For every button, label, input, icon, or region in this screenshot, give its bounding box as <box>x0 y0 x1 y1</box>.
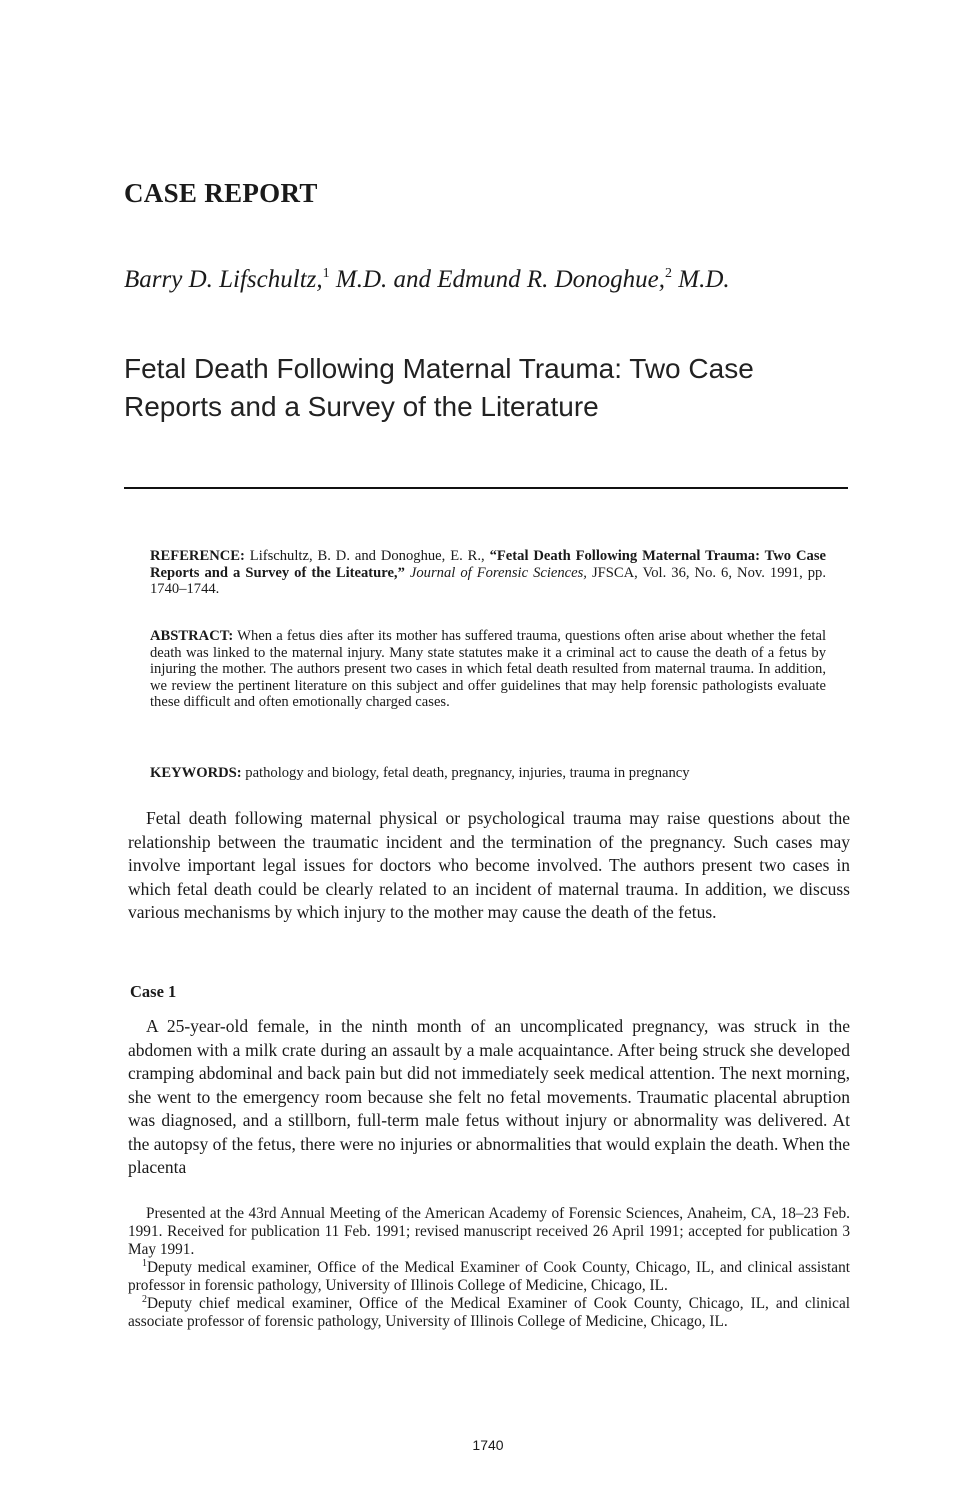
page-number: 1740 <box>472 1437 504 1453</box>
footnotes <box>128 1205 850 1331</box>
author-line <box>124 266 730 294</box>
footnote-2 <box>128 1295 850 1331</box>
keywords-block <box>150 765 826 782</box>
author-2-degree: M.D. <box>672 266 730 293</box>
author-1-degree-and-author-2: M.D. and Edmund R. Donoghue, <box>329 266 666 293</box>
reference-citation: JFSCA, Vol. 36, No. 6, Nov. 1991, pp. 1740–1744. <box>150 564 827 597</box>
case-1-heading: Case 1 <box>130 982 177 1001</box>
reference-block <box>150 548 826 598</box>
title-divider <box>124 487 848 489</box>
keywords-label: KEYWORDS: <box>150 765 242 781</box>
author-1-footnote-mark: 1 <box>322 266 330 281</box>
intro-paragraph: Fetal death following maternal physical or psychological trauma may raise questions about the relationship between the traumatic incident and the termination of the pregnancy. Such cases may involve important legal issues for doctors who become involved. The authors present two cases in which fetal death could be clearly related to an incident of maternal trauma. In addition, we discuss various mechanisms by which injury to the mother may cause the death of the fetus. <box>128 808 850 922</box>
abstract-block <box>150 628 826 711</box>
reference-article-title: “Fetal Death Following Maternal Trauma: Two Case Reports and a Survey of the Liteature,” <box>150 548 826 581</box>
article-title: Fetal Death Following Maternal Trauma: Two Case Reports and a Survey of the Literature <box>124 353 754 422</box>
footnote-2-mark: 2 <box>142 1294 147 1305</box>
author-2-footnote-mark: 2 <box>665 266 673 281</box>
case-1-paragraph: A 25-year-old female, in the ninth month of an uncomplicated pregnancy, was struck in the abdomen with a milk crate during an assault by a male acquaintance. After being struck she developed cramping abdominal and back pain but did not immediately seek medical attention. The next morning, she went to the emergency room because she felt no fetal movements. Traumatic placental abruption was diagnosed, and a stillborn, full-term male fetus without injury or abnormality was delivered. At the autopsy of the fetus, there were no injuries or abnormalities that would explain the death. When the placenta <box>128 1016 850 1177</box>
section-label: CASE REPORT <box>124 178 318 208</box>
abstract-label: ABSTRACT: <box>150 628 234 644</box>
footnote-1 <box>128 1259 850 1295</box>
footnote-1-mark: 1 <box>142 1258 147 1269</box>
footnote-1-text: Deputy medical examiner, Office of the Medical Examiner of Cook County, Chicago, IL, and clinical assistant professor in forensic pathology, University of Illinois College of Medicine, Chicago, IL. <box>128 1259 850 1294</box>
reference-label: REFERENCE: <box>150 548 245 564</box>
author-1-name: Barry D. Lifschultz, <box>124 266 323 293</box>
keywords-text: pathology and biology, fetal death, pregnancy, injuries, trauma in pregnancy <box>241 765 690 781</box>
reference-journal: Journal of Forensic Sciences, <box>409 564 587 581</box>
reference-authors: Lifschultz, B. D. and Donoghue, E. R., <box>244 548 490 564</box>
footnote-2-text: Deputy chief medical examiner, Office of the Medical Examiner of Cook County, Chicago, IL, and clinical associate professor of forensic pathology, University of Illinois College of Medicine, Chicago, IL. <box>128 1295 850 1330</box>
abstract-text: When a fetus dies after its mother has suffered trauma, questions often arise about whether the fetal death was linked to the maternal injury. Many state statutes make it a criminal act to cause the death of a fetus by injuring the mother. The authors present two cases in which fetal death resulted from maternal trauma. In addition, we review the pertinent literature on this subject and offer guidelines that may help forensic pathologists evaluate these difficult and often emotionally charged cases. <box>150 628 826 710</box>
footnote-presented: Presented at the 43rd Annual Meeting of the American Academy of Forensic Sciences, Anaheim, CA, 18–23 Feb. 1991. Received for publication 11 Feb. 1991; revised manuscript received 26 April 1991; accepted for publication 3 May 1991. <box>128 1205 850 1258</box>
